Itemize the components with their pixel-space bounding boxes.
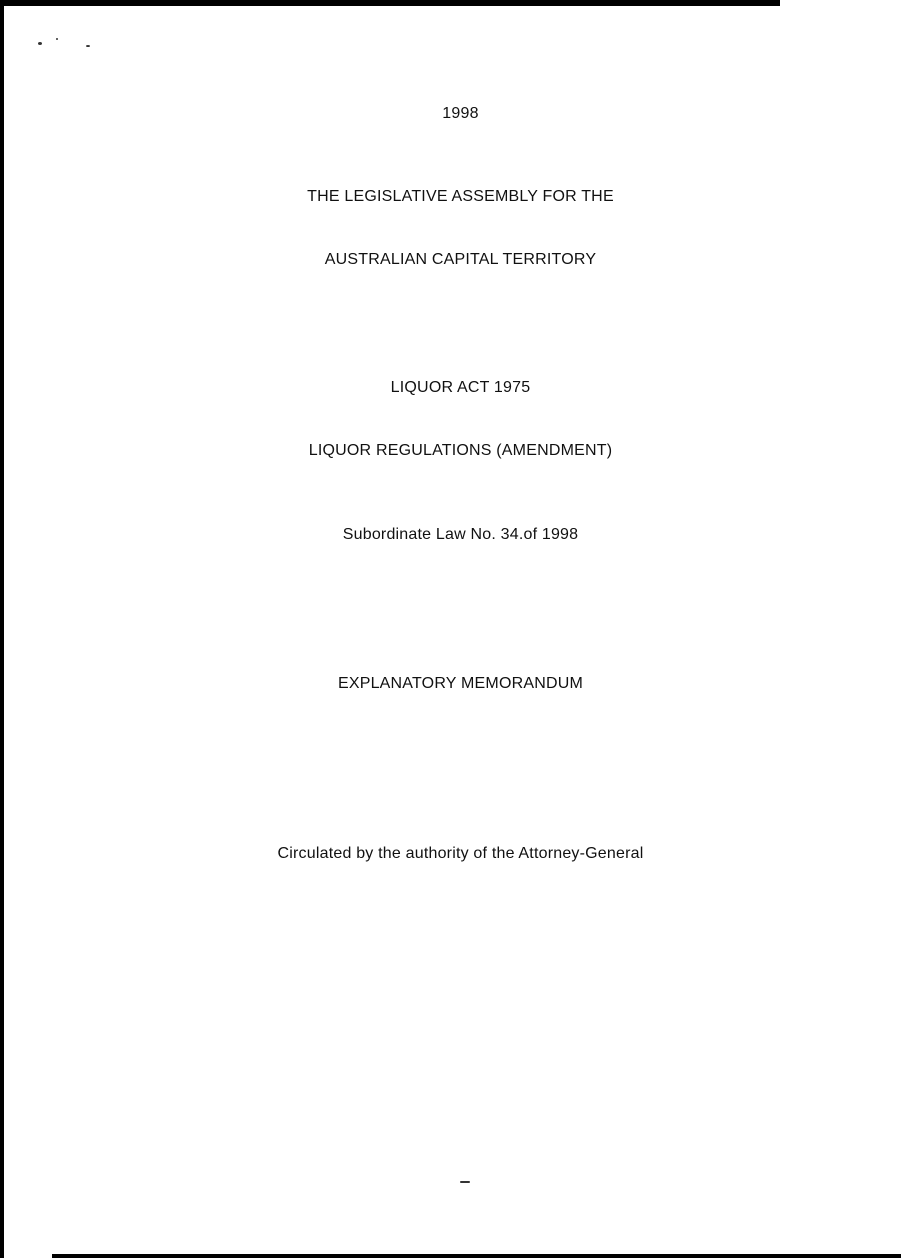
scan-speck — [56, 38, 58, 40]
document-type-heading: EXPLANATORY MEMORANDUM — [337, 675, 584, 692]
scan-speck — [86, 45, 90, 47]
scan-speck — [38, 42, 42, 45]
assembly-heading-line-2: AUSTRALIAN CAPITAL TERRITORY — [324, 251, 597, 268]
authority-statement: Circulated by the authority of the Attorney-General — [277, 845, 644, 862]
act-title: LIQUOR ACT 1975 — [390, 379, 531, 396]
scan-speck — [460, 1181, 470, 1183]
regulation-title: LIQUOR REGULATIONS (AMENDMENT) — [308, 442, 613, 459]
scan-border-bottom — [52, 1254, 901, 1258]
assembly-heading-line-1: THE LEGISLATIVE ASSEMBLY FOR THE — [307, 188, 614, 205]
scan-border-left — [0, 0, 4, 1258]
scan-border-top — [0, 0, 780, 6]
document-year: 1998 — [442, 105, 479, 122]
subordinate-law-number: Subordinate Law No. 34.of 1998 — [342, 526, 579, 543]
